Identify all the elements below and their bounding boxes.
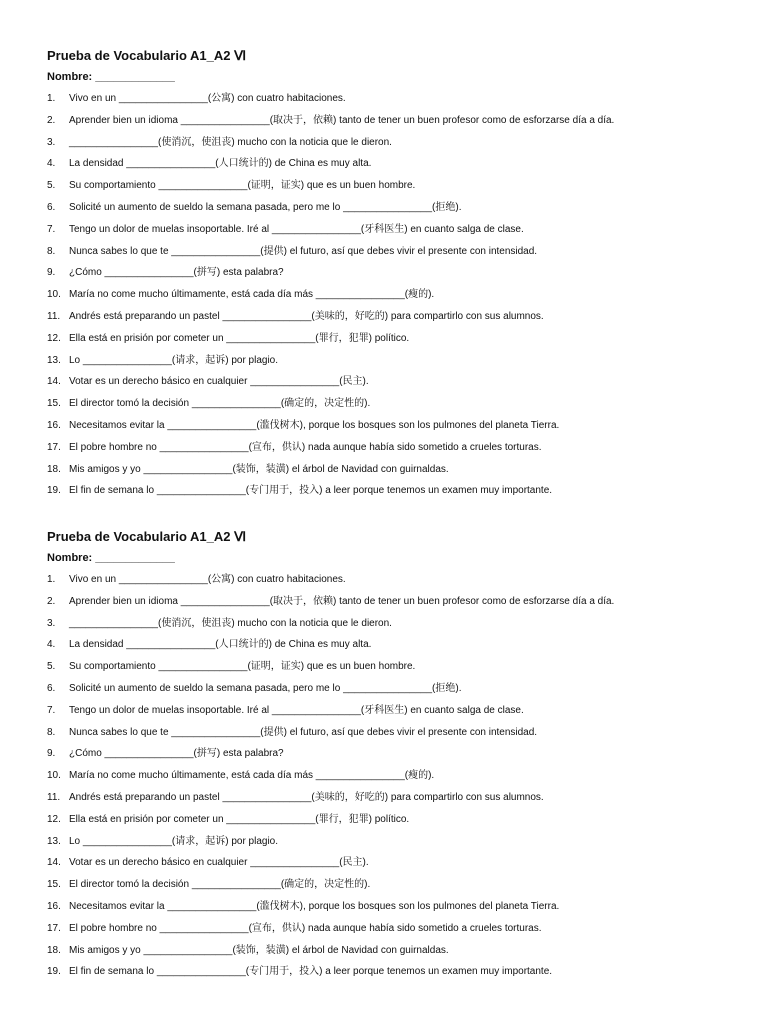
question-number: 13. <box>47 354 61 366</box>
question-item <box>47 415 747 437</box>
question-item <box>47 831 747 853</box>
question-text: Tengo un dolor de muelas insoportable. Iré al ________________(牙科医生) en cuanto salga de clase. <box>69 223 524 235</box>
question-text: El fin de semana lo ________________(专门用于，投入) a leer porque tenemos un examen muy importante. <box>69 966 553 978</box>
question-item <box>47 569 747 591</box>
question-number: 11. <box>47 791 61 803</box>
question-item <box>47 393 747 415</box>
question-number: 17. <box>47 922 61 934</box>
question-item <box>47 918 747 940</box>
question-item <box>47 613 747 635</box>
question-text: María no come mucho últimamente, está cada día más ________________(瘦的). <box>69 770 435 782</box>
question-number: 3. <box>47 136 56 148</box>
question-item <box>47 678 747 700</box>
question-text: Mis amigos y yo ________________(装饰，装潢) el árbol de Navidad con guirnaldas. <box>69 944 449 956</box>
question-number: 4. <box>47 639 56 651</box>
question-text: Aprender bien un idioma ________________(取决于，依赖) tanto de tener un buen profesor como de esforzarse día a día. <box>69 595 615 607</box>
question-number: 13. <box>47 835 61 847</box>
question-item <box>47 175 747 197</box>
question-text: Vivo en un ________________(公寓) con cuatro habitaciones. <box>69 574 346 585</box>
question-text: Solicité un aumento de sueldo la semana pasada, pero me lo ________________(拒绝). <box>69 682 462 694</box>
question-number: 18. <box>47 944 61 956</box>
question-item <box>47 350 747 372</box>
question-number: 17. <box>47 441 61 453</box>
question-item <box>47 480 747 502</box>
question-number: 18. <box>47 463 61 475</box>
question-item <box>47 656 747 678</box>
question-number: 8. <box>47 245 56 257</box>
question-number: 10. <box>47 770 61 782</box>
question-text: El director tomó la decisión ________________(确定的，决定性的). <box>69 879 371 891</box>
question-text: Lo ________________(请求，起诉) por plagio. <box>69 835 279 847</box>
question-text: Necesitamos evitar la ________________(滥伐树木), porque los bosques son los pulmones del planeta Tierra. <box>69 900 560 912</box>
question-number: 19. <box>47 966 61 978</box>
quiz-sheet-bottom <box>47 527 747 983</box>
question-item <box>47 743 747 765</box>
question-number: 16. <box>47 900 61 912</box>
question-text: Ella está en prisión por cometer un ________________(罪行，犯罪) político. <box>69 813 410 825</box>
question-text: Nunca sabes lo que te ________________(提供) el futuro, así que debes vivir el presente con intensidad. <box>69 245 538 257</box>
question-list <box>47 88 747 502</box>
quiz-title: Prueba de Vocabulario A1_A2 Ⅵ <box>47 48 247 63</box>
name-field-label: Nombre: _____________ <box>47 552 175 564</box>
question-item <box>47 262 747 284</box>
question-item <box>47 787 747 809</box>
question-number: 9. <box>47 748 56 760</box>
quiz-sheet-top <box>47 46 747 502</box>
question-item <box>47 153 747 175</box>
question-number: 15. <box>47 879 61 891</box>
question-text: El director tomó la decisión ________________(确定的，决定性的). <box>69 398 371 410</box>
question-number: 2. <box>47 595 56 607</box>
question-item <box>47 241 747 263</box>
question-text: Votar es un derecho básico en cualquier ________________(民主). <box>69 376 369 388</box>
question-item <box>47 591 747 613</box>
question-item <box>47 371 747 393</box>
question-list <box>47 569 747 983</box>
question-item <box>47 437 747 459</box>
question-number: 1. <box>47 93 56 104</box>
question-item <box>47 722 747 744</box>
question-text: Vivo en un ________________(公寓) con cuatro habitaciones. <box>69 93 346 104</box>
question-item <box>47 110 747 132</box>
question-text: Mis amigos y yo ________________(装饰，装潢) el árbol de Navidad con guirnaldas. <box>69 463 449 475</box>
question-item <box>47 634 747 656</box>
question-number: 19. <box>47 485 61 497</box>
question-text: Su comportamiento ________________(证明，证实) que es un buen hombre. <box>69 661 416 673</box>
question-number: 5. <box>47 661 56 673</box>
name-field-label: Nombre: _____________ <box>47 71 175 83</box>
question-text: Ella está en prisión por cometer un ________________(罪行，犯罪) político. <box>69 332 410 344</box>
question-text: Votar es un derecho básico en cualquier ________________(民主). <box>69 857 369 869</box>
question-number: 12. <box>47 332 61 344</box>
question-number: 4. <box>47 158 56 170</box>
question-item <box>47 88 747 110</box>
question-number: 2. <box>47 114 56 126</box>
question-number: 15. <box>47 398 61 410</box>
question-item <box>47 961 747 983</box>
question-number: 6. <box>47 201 56 213</box>
question-number: 7. <box>47 704 56 716</box>
question-number: 16. <box>47 419 61 431</box>
question-text: ________________(使消沉，使沮丧) mucho con la noticia que le dieron. <box>69 617 392 629</box>
quiz-title: Prueba de Vocabulario A1_A2 Ⅵ <box>47 529 247 544</box>
question-item <box>47 132 747 154</box>
question-item <box>47 700 747 722</box>
question-item <box>47 197 747 219</box>
question-text: Andrés está preparando un pastel ________________(美味的，好吃的) para compartirlo con sus alumnos. <box>69 310 544 322</box>
question-text: La densidad ________________(人口统计的) de China es muy alta. <box>69 639 372 651</box>
question-number: 3. <box>47 617 56 629</box>
question-text: ¿Cómo ________________(拼写) esta palabra? <box>69 748 284 760</box>
question-number: 6. <box>47 682 56 694</box>
question-text: Su comportamiento ________________(证明，证实) que es un buen hombre. <box>69 180 416 192</box>
question-item <box>47 284 747 306</box>
question-text: ________________(使消沉，使沮丧) mucho con la noticia que le dieron. <box>69 136 392 148</box>
question-item <box>47 809 747 831</box>
question-text: María no come mucho últimamente, está cada día más ________________(瘦的). <box>69 289 435 301</box>
question-item <box>47 459 747 481</box>
question-text: La densidad ________________(人口统计的) de China es muy alta. <box>69 158 372 170</box>
question-number: 8. <box>47 726 56 738</box>
question-number: 14. <box>47 857 61 869</box>
question-number: 5. <box>47 180 56 192</box>
question-text: El fin de semana lo ________________(专门用于，投入) a leer porque tenemos un examen muy importante. <box>69 485 553 497</box>
question-item <box>47 874 747 896</box>
question-number: 1. <box>47 574 56 585</box>
question-number: 10. <box>47 289 61 301</box>
question-text: Nunca sabes lo que te ________________(提供) el futuro, así que debes vivir el presente con intensidad. <box>69 726 538 738</box>
question-number: 11. <box>47 310 61 322</box>
question-text: Solicité un aumento de sueldo la semana pasada, pero me lo ________________(拒绝). <box>69 201 462 213</box>
question-text: Lo ________________(请求，起诉) por plagio. <box>69 354 279 366</box>
question-number: 9. <box>47 267 56 279</box>
question-number: 14. <box>47 376 61 388</box>
question-text: El pobre hombre no ________________(宣布，供认) nada aunque había sido sometido a crueles torturas. <box>69 441 542 453</box>
question-number: 7. <box>47 223 56 235</box>
question-text: ¿Cómo ________________(拼写) esta palabra? <box>69 267 284 279</box>
question-item <box>47 765 747 787</box>
question-text: Andrés está preparando un pastel ________________(美味的，好吃的) para compartirlo con sus alumnos. <box>69 791 544 803</box>
question-item <box>47 328 747 350</box>
question-text: El pobre hombre no ________________(宣布，供认) nada aunque había sido sometido a crueles torturas. <box>69 922 542 934</box>
question-item <box>47 940 747 962</box>
question-text: Tengo un dolor de muelas insoportable. Iré al ________________(牙科医生) en cuanto salga de clase. <box>69 704 524 716</box>
question-text: Aprender bien un idioma ________________(取决于，依赖) tanto de tener un buen profesor como de esforzarse día a día. <box>69 114 615 126</box>
question-item <box>47 896 747 918</box>
question-item <box>47 306 747 328</box>
question-number: 12. <box>47 813 61 825</box>
question-item <box>47 852 747 874</box>
question-text: Necesitamos evitar la ________________(滥伐树木), porque los bosques son los pulmones del planeta Tierra. <box>69 419 560 431</box>
question-item <box>47 219 747 241</box>
